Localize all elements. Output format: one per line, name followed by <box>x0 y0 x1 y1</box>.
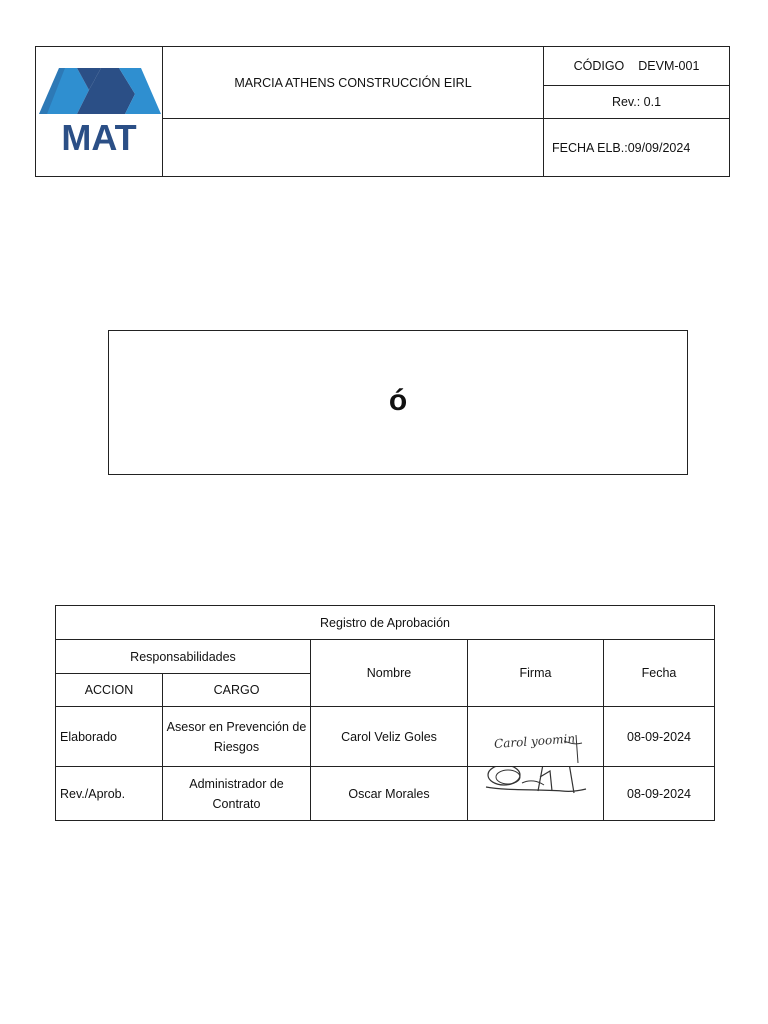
signature-header: Firma <box>468 640 604 707</box>
action-header: ACCION <box>56 673 163 706</box>
revision: Rev.: 0.1 <box>544 86 730 119</box>
signature-cell <box>468 707 604 767</box>
row-position: Asesor en Prevención de Riesgos <box>163 707 311 767</box>
row-date: 08-09-2024 <box>604 707 715 767</box>
mat-logo <box>37 64 161 156</box>
table-row <box>56 767 715 821</box>
approval-table <box>55 605 715 821</box>
position-header: CARGO <box>163 673 311 706</box>
code-label: CÓDIGO <box>573 59 625 73</box>
logo-cell <box>36 47 163 177</box>
signature-cell <box>468 767 604 821</box>
date-header: Fecha <box>604 640 715 707</box>
signature-oscar <box>478 767 598 819</box>
row-position: Administrador de Contrato <box>163 767 311 821</box>
row-name: Oscar Morales <box>311 767 468 821</box>
name-header: Nombre <box>311 640 468 707</box>
company-name: MARCIA ATHENS CONSTRUCCIÓN EIRL <box>163 47 544 119</box>
header-empty-cell <box>163 119 544 177</box>
row-name: Carol Veliz Goles <box>311 707 468 767</box>
approval-caption: Registro de Aprobación <box>56 606 715 640</box>
row-action: Elaborado <box>56 707 163 767</box>
document-header <box>35 46 730 177</box>
signature-carol <box>478 707 598 765</box>
document-title: ó <box>388 384 408 417</box>
logo-text: MAT <box>61 117 137 156</box>
svg-text:Carol yoomin: Carol yoomin <box>493 731 576 752</box>
table-row <box>56 707 715 767</box>
responsibilities-header: Responsabilidades <box>56 640 311 673</box>
elaboration-date: FECHA ELB.:09/09/2024 <box>544 119 730 177</box>
row-date: 08-09-2024 <box>604 767 715 821</box>
document-code <box>544 47 730 86</box>
title-box <box>108 330 688 475</box>
code-value: DEVM-001 <box>638 59 700 73</box>
row-action: Rev./Aprob. <box>56 767 163 821</box>
